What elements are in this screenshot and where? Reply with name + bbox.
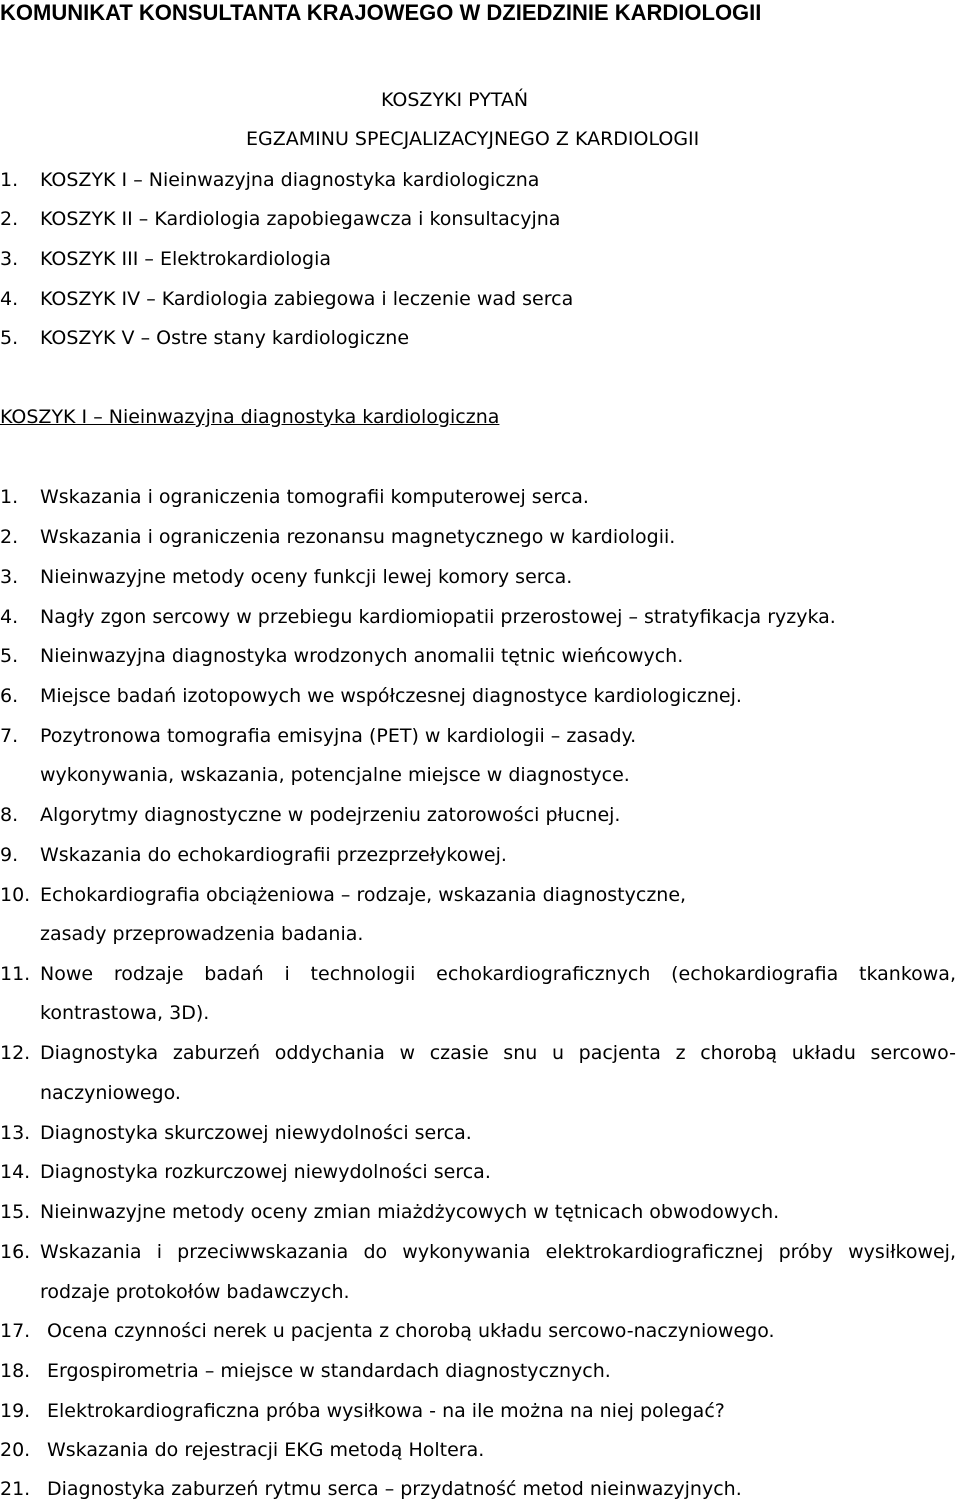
question-text: Wskazania do rejestracji EKG metodą Holtera. <box>47 1439 485 1461</box>
question-text: Nieinwazyjne metody oceny funkcji lewej komory serca. <box>40 566 573 588</box>
question-number: 11. <box>0 963 31 985</box>
question-text: Pozytronowa tomografia emisyjna (PET) w kardiologii – zasady. <box>40 725 637 747</box>
basket-label: KOSZYK III – Elektrokardiologia <box>40 248 332 270</box>
basket-number: 1. <box>0 169 19 191</box>
question-text: Echokardiografia obciążeniowa – rodzaje, wskazania diagnostyczne, <box>40 884 687 906</box>
question-text: Ocena czynności nerek u pacjenta z chorobą układu sercowo-naczyniowego. <box>47 1320 775 1342</box>
question-text: Diagnostyka rozkurczowej niewydolności serca. <box>40 1161 491 1183</box>
question-text: Nowe rodzaje badań i technologii echokardiograficznych (echokardiografia tkankowa, <box>40 963 956 985</box>
basket-label: KOSZYK V – Ostre stany kardiologiczne <box>40 327 410 349</box>
question-continuation: kontrastowa, 3D). <box>40 1002 210 1024</box>
question-text: Elektrokardiograficzna próba wysiłkowa - na ile można na niej polegać? <box>47 1400 725 1422</box>
basket-number: 3. <box>0 248 19 270</box>
basket-label: KOSZYK IV – Kardiologia zabiegowa i leczenie wad serca <box>40 288 574 310</box>
question-number: 4. <box>0 606 19 628</box>
question-text: Nagły zgon sercowy w przebiegu kardiomiopatii przerostowej – stratyfikacja ryzyka. <box>40 606 836 628</box>
question-continuation: zasady przeprowadzenia badania. <box>40 923 364 945</box>
question-text: Nieinwazyjna diagnostyka wrodzonych anomalii tętnic wieńcowych. <box>40 645 684 667</box>
question-number: 7. <box>0 725 19 747</box>
question-number: 14. <box>0 1161 31 1183</box>
question-text: Wskazania i przeciwwskazania do wykonywania elektrokardiograficznej próby wysiłkowej, <box>40 1241 956 1263</box>
question-text: Nieinwazyjne metody oceny zmian miażdżycowych w tętnicach obwodowych. <box>40 1201 780 1223</box>
question-text: Diagnostyka skurczowej niewydolności serca. <box>40 1122 472 1144</box>
question-text: Diagnostyka zaburzeń oddychania w czasie snu u pacjenta z chorobą układu sercowo- <box>40 1042 956 1064</box>
basket-label: KOSZYK II – Kardiologia zapobiegawcza i konsultacyjna <box>40 208 561 230</box>
question-text: Miejsce badań izotopowych we współczesnej diagnostyce kardiologicznej. <box>40 685 742 707</box>
question-continuation: wykonywania, wskazania, potencjalne miejsce w diagnostyce. <box>40 764 630 786</box>
question-continuation: naczyniowego. <box>40 1082 181 1104</box>
question-number: 16. <box>0 1241 31 1263</box>
question-continuation: rodzaje protokołów badawczych. <box>40 1281 350 1303</box>
question-number: 10. <box>0 884 31 906</box>
question-number: 21. <box>0 1478 31 1500</box>
question-number: 8. <box>0 804 19 826</box>
question-number: 19. <box>0 1400 31 1422</box>
basket-number: 4. <box>0 288 19 310</box>
question-number: 15. <box>0 1201 31 1223</box>
question-number: 5. <box>0 645 19 667</box>
question-text: Ergospirometria – miejsce w standardach diagnostycznych. <box>47 1360 611 1382</box>
question-text: Wskazania i ograniczenia rezonansu magnetycznego w kardiologii. <box>40 526 676 548</box>
basket-number: 5. <box>0 327 19 349</box>
question-number: 6. <box>0 685 19 707</box>
basket-label: KOSZYK I – Nieinwazyjna diagnostyka kardiologiczna <box>40 169 540 191</box>
document-title: KOMUNIKAT KONSULTANTA KRAJOWEGO W DZIEDZINIE KARDIOLOGII <box>0 0 762 25</box>
question-text: Algorytmy diagnostyczne w podejrzeniu zatorowości płucnej. <box>40 804 621 826</box>
question-number: 13. <box>0 1122 31 1144</box>
question-text: Diagnostyka zaburzeń rytmu serca – przydatność metod nieinwazyjnych. <box>47 1478 742 1500</box>
question-number: 20. <box>0 1439 31 1461</box>
question-number: 3. <box>0 566 19 588</box>
question-number: 18. <box>0 1360 31 1382</box>
section-heading: KOSZYK I – Nieinwazyjna diagnostyka kardiologiczna <box>0 406 500 428</box>
question-number: 1. <box>0 486 19 508</box>
question-number: 12. <box>0 1042 31 1064</box>
basket-number: 2. <box>0 208 19 230</box>
subtitle-baskets: KOSZYKI PYTAŃ <box>381 89 529 111</box>
subtitle-exam: EGZAMINU SPECJALIZACYJNEGO Z KARDIOLOGII <box>246 128 700 150</box>
question-text: Wskazania i ograniczenia tomografii komputerowej serca. <box>40 486 589 508</box>
question-text: Wskazania do echokardiografii przezprzełykowej. <box>40 844 507 866</box>
question-number: 9. <box>0 844 19 866</box>
question-number: 2. <box>0 526 19 548</box>
question-number: 17. <box>0 1320 31 1342</box>
